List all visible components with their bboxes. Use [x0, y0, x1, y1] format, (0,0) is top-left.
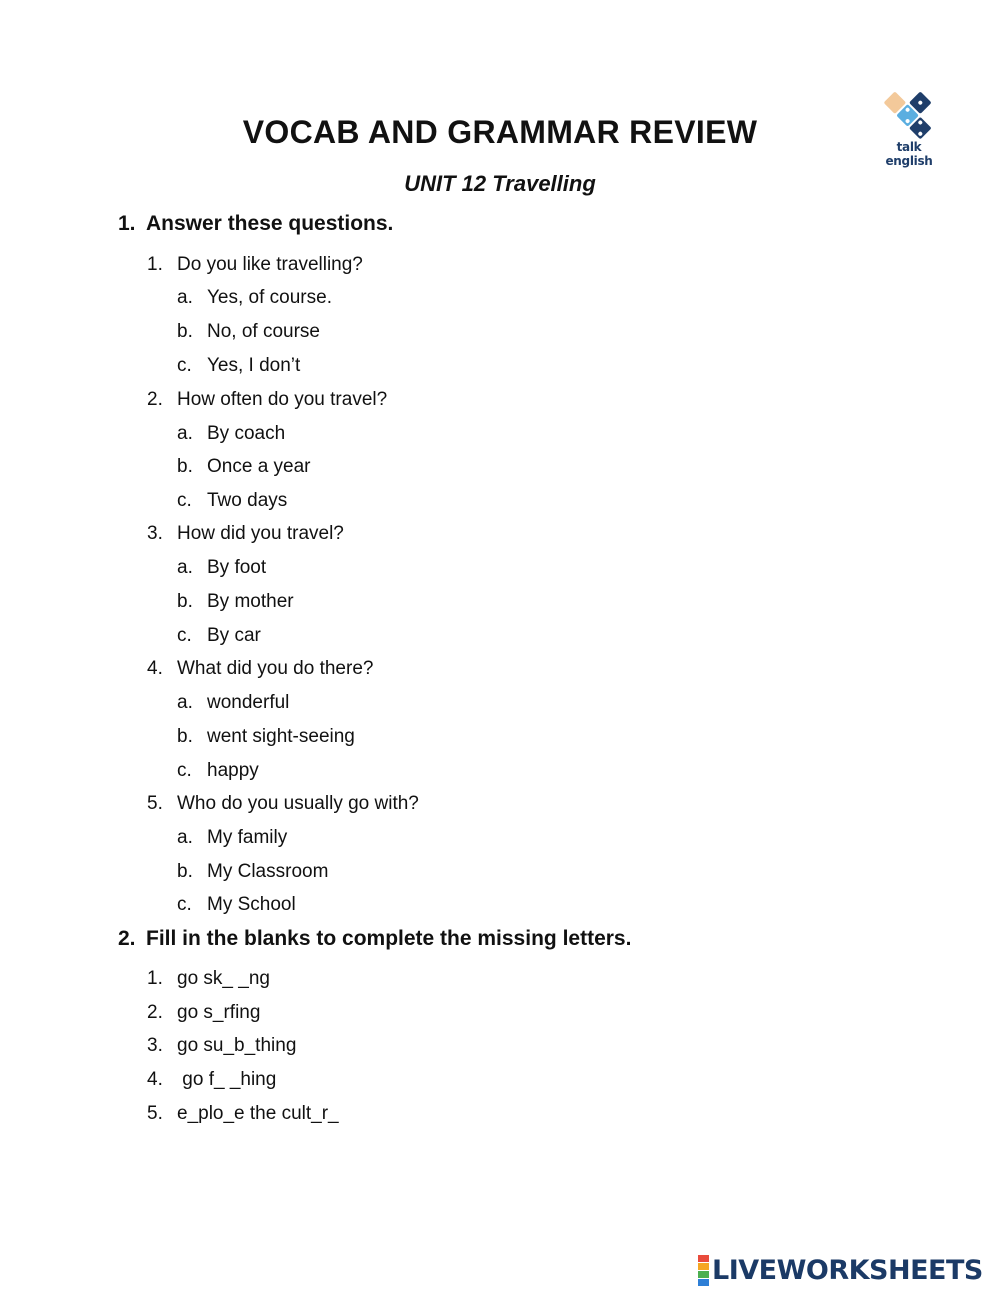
option-item[interactable] — [177, 591, 294, 613]
option-item[interactable] — [177, 490, 287, 512]
option-text: By car — [207, 625, 261, 646]
option-item[interactable] — [177, 861, 328, 883]
option-text: No, of course — [207, 321, 320, 342]
option-text: My School — [207, 894, 296, 915]
item-text: go sk_ _ng — [177, 968, 270, 989]
option-text: By coach — [207, 423, 286, 444]
section-1-heading — [118, 212, 393, 236]
item-text: go su_b_thing — [177, 1035, 297, 1056]
section-number: 2. — [118, 927, 136, 950]
option-text: happy — [207, 760, 259, 781]
option-letter: a. — [177, 287, 193, 308]
liveworksheets-brand — [698, 1253, 998, 1287]
option-item[interactable] — [177, 827, 287, 849]
question-item — [147, 793, 419, 815]
question-number: 3. — [147, 523, 163, 544]
question-text: How did you travel? — [177, 523, 344, 544]
option-text: went sight-seeing — [207, 726, 355, 747]
page-title: VOCAB AND GRAMMAR REVIEW — [242, 114, 758, 150]
option-letter: a. — [177, 827, 193, 848]
question-text: Who do you usually go with? — [177, 793, 419, 814]
item-number: 5. — [147, 1103, 163, 1124]
question-number: 1. — [147, 254, 163, 275]
option-letter: b. — [177, 321, 193, 342]
item-number: 2. — [147, 1002, 163, 1023]
option-text: Once a year — [207, 456, 311, 477]
option-text: Yes, I don’t — [207, 355, 301, 376]
option-item[interactable] — [177, 355, 300, 377]
item-text: go s_rfing — [177, 1002, 261, 1023]
option-letter: c. — [177, 490, 192, 511]
option-letter: a. — [177, 423, 193, 444]
item-text: go f_ _hing — [177, 1069, 277, 1090]
fill-in-item[interactable] — [147, 1069, 276, 1091]
option-letter: b. — [177, 456, 193, 477]
question-number: 4. — [147, 658, 163, 679]
option-item[interactable] — [177, 456, 311, 478]
option-text: My family — [207, 827, 288, 848]
option-item[interactable] — [177, 321, 320, 343]
fill-in-item[interactable] — [147, 968, 270, 990]
liveworksheets-logo-icon — [698, 1255, 709, 1286]
option-item[interactable] — [177, 557, 266, 579]
option-letter: b. — [177, 591, 193, 612]
option-letter: c. — [177, 894, 192, 915]
question-item — [147, 523, 344, 545]
option-text: By foot — [207, 557, 267, 578]
question-item — [147, 254, 363, 276]
item-number: 3. — [147, 1035, 163, 1056]
option-text: wonderful — [207, 692, 290, 713]
option-item[interactable] — [177, 692, 289, 714]
question-item — [147, 389, 387, 411]
question-item — [147, 658, 373, 680]
question-text: What did you do there? — [177, 658, 374, 679]
item-text: e_plo_e the cult_r_ — [177, 1103, 339, 1124]
option-item[interactable] — [177, 760, 259, 782]
logo-text: talk english — [885, 140, 933, 168]
option-letter: b. — [177, 726, 193, 747]
fill-in-item[interactable] — [147, 1035, 296, 1057]
section-2-heading — [118, 927, 631, 951]
option-letter: c. — [177, 760, 192, 781]
section-heading-text: Answer these questions. — [146, 212, 394, 235]
option-letter: c. — [177, 355, 192, 376]
section-heading-text: Fill in the blanks to complete the missing letters. — [146, 927, 632, 950]
item-number: 1. — [147, 968, 163, 989]
item-number: 4. — [147, 1069, 163, 1090]
option-item[interactable] — [177, 625, 261, 647]
option-letter: a. — [177, 692, 193, 713]
option-letter: a. — [177, 557, 193, 578]
section-number: 1. — [118, 212, 136, 235]
question-text: Do you like travelling? — [177, 254, 363, 275]
option-text: My Classroom — [207, 861, 329, 882]
option-text: Two days — [207, 490, 288, 511]
fill-in-item[interactable] — [147, 1103, 339, 1125]
page-subtitle: UNIT 12 Travelling — [404, 171, 596, 196]
option-text: Yes, of course. — [207, 287, 332, 308]
question-text: How often do you travel? — [177, 389, 388, 410]
option-item[interactable] — [177, 894, 296, 916]
option-text: By mother — [207, 591, 294, 612]
option-letter: c. — [177, 625, 192, 646]
option-letter: b. — [177, 861, 193, 882]
option-item[interactable] — [177, 287, 332, 309]
fill-in-item[interactable] — [147, 1002, 260, 1024]
question-number: 5. — [147, 793, 163, 814]
option-item[interactable] — [177, 423, 285, 445]
question-number: 2. — [147, 389, 163, 410]
brand-text: LIVEWORKSHEETS — [712, 1254, 983, 1286]
option-item[interactable] — [177, 726, 355, 748]
